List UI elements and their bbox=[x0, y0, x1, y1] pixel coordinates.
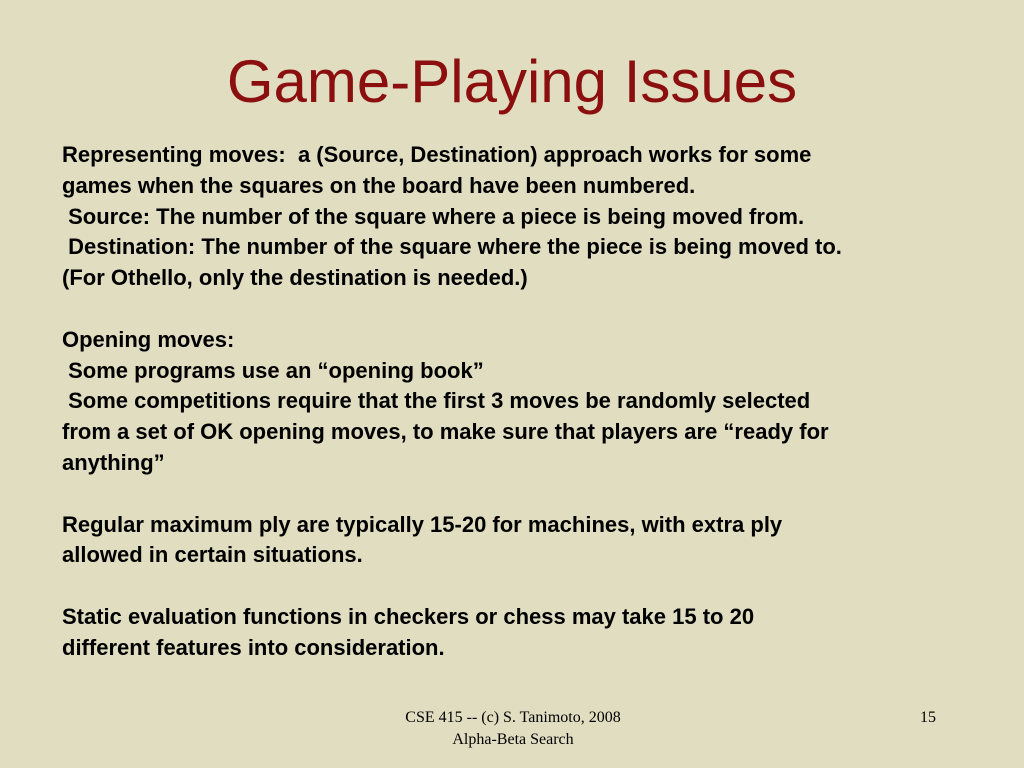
slide-footer bbox=[340, 707, 686, 751]
body-line: Opening moves: bbox=[62, 326, 235, 352]
body-line: Destination: The number of the square where the piece is being moved to. bbox=[62, 234, 842, 260]
body-line: Representing moves: a (Source, Destination) approach works for some bbox=[62, 142, 812, 167]
body-line: Some programs use an “opening book” bbox=[62, 357, 484, 383]
body-line: Source: The number of the square where a piece is being moved from. bbox=[62, 203, 805, 229]
body-line: Regular maximum ply are typically 15-20 for machines, with extra ply bbox=[62, 511, 783, 537]
body-line: games when the squares on the board have been numbered. bbox=[62, 172, 696, 198]
slide-title: Game-Playing Issues bbox=[226, 48, 798, 115]
body-line: allowed in certain situations. bbox=[62, 542, 363, 568]
slide-number: 15 bbox=[920, 709, 936, 726]
body-blank-line bbox=[62, 571, 992, 602]
footer-course-line: CSE 415 -- (c) S. Tanimoto, 2008 bbox=[405, 709, 621, 726]
body-line: from a set of OK opening moves, to make sure that players are “ready for bbox=[62, 419, 829, 445]
body-blank-line bbox=[62, 294, 992, 325]
footer-topic-line: Alpha-Beta Search bbox=[452, 731, 574, 748]
slide-body bbox=[62, 140, 992, 664]
body-line: Static evaluation functions in checkers or chess may take 15 to 20 bbox=[62, 603, 755, 629]
body-blank-line bbox=[62, 479, 992, 510]
body-line: (For Othello, only the destination is needed.) bbox=[62, 265, 528, 291]
body-line: different features into consideration. bbox=[62, 634, 445, 660]
body-line: Some competitions require that the first 3 moves be randomly selected bbox=[62, 388, 811, 414]
body-line: anything” bbox=[62, 449, 165, 475]
